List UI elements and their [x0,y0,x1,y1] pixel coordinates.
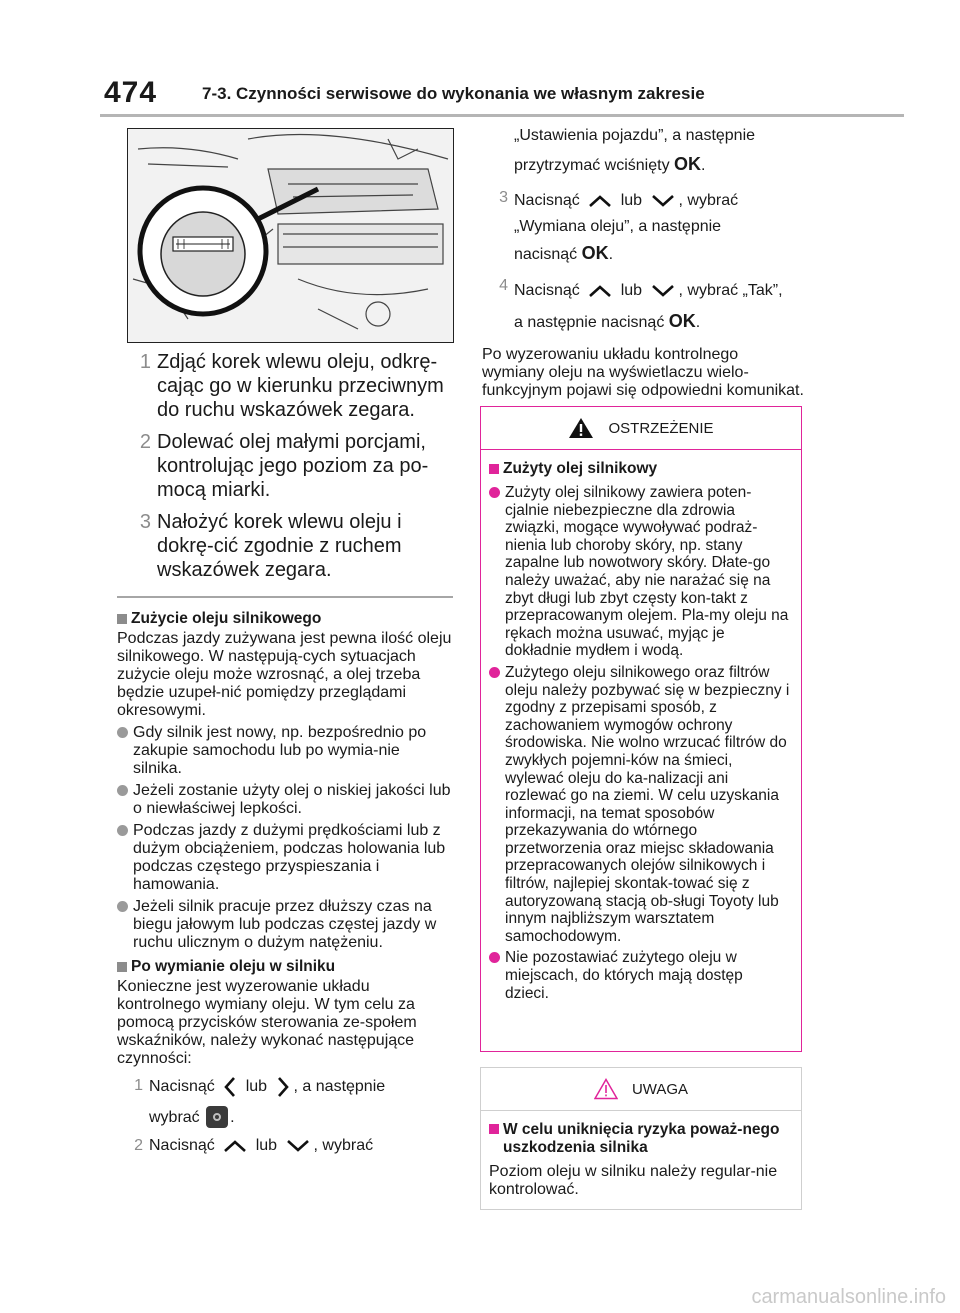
list-item: Jeżeli zostanie użyty olej o niskiej jakości lub o niewłaściwej lepkości. [117,782,453,818]
step-text: Nałożyć korek wlewu oleju i dokrę-cić zgodnie z ruchem wskazówek zegara. [157,511,402,581]
circle-bullet-icon [117,825,128,836]
reset-step-4: 4 Nacisnąć lub , wybrać „Tak”, a następnie nacisnąć OK. [482,276,804,338]
consumption-paragraph: Podczas jazdy zużywana jest pewna ilość oleju silnikowego. W następują-cych sytuacjach zużycie oleju może wzrosnąć, a olej trzeba będzie uzupeł-nić pomiędzy przeglądami okresowymi. [117,629,452,719]
page-header [0,0,960,112]
page-number: 474 [104,76,158,109]
square-bullet-icon [489,464,499,474]
caution-triangle-icon [594,1078,618,1100]
chevron-up-icon [588,284,612,298]
watermark: carmanualsonline.info [751,1286,946,1308]
consumption-heading: Zużycie oleju silnikowego [117,610,453,628]
left-column [117,350,453,1164]
warning-box [480,406,802,1052]
square-bullet-icon [117,614,127,624]
chevron-up-icon [223,1139,247,1153]
step-2 [117,430,453,502]
list-item: Jeżeli silnik pracuje przez dłuższy czas na biegu jałowym lub podczas częstej jazdy w ruchu ulicznym o dużym natężeniu. [117,898,453,952]
reset-step-3: 3 Nacisnąć lub , wybrać „Wymiana oleju”, a następnie nacisnąć OK. [482,188,804,268]
circle-bullet-icon [489,487,500,498]
list-item: Gdy silnik jest nowy, np. bezpośrednio po zakupie samochodu lub po wymia-nie silnika. [117,724,453,778]
step-number: 4 [499,277,508,294]
warning-header [481,407,801,450]
section-title: 7-3. Czynności serwisowe do wykonania we własnym zakresie [202,84,705,103]
ok-button-glyph: OK [674,154,702,174]
reset-paragraph: Konieczne jest wyzerowanie układu kontrolnego wymiany oleju. W tym celu za pomocą przycisków sterowania ze-społem wskaźników, należy wykonać następujące czynności: [117,977,417,1067]
step-text: Dolewać olej małymi porcjami, kontrolując jego poziom za po-mocą miarki. [157,431,429,501]
circle-bullet-icon [117,785,128,796]
notice-text: Poziom oleju w silniku należy regular-nie kontrolować. [489,1163,778,1198]
circle-bullet-icon [489,667,500,678]
warning-heading: Zużyty olej silnikowy [489,460,791,478]
engine-illustration [127,128,454,343]
chevron-left-icon [223,1076,237,1098]
step-text: Zdjąć korek wlewu oleju, odkrę-cając go w kierunku przeciwnym do ruchu wskazówek zegara. [157,351,444,421]
circle-bullet-icon [489,952,500,963]
chevron-down-icon [286,1139,310,1153]
square-bullet-icon [117,962,127,972]
list-item: Zużytego oleju silnikowego oraz filtrów oleju należy pozbywać się w bezpieczny i zgodny z przepisami sposób, z zachowaniem wymogów ochrony środowiska. Nie wolno wrzucać filtrów do zwykłych pojemni-ków na śmieci, wylewać oleju do ka-nalizacji ani rozlewać go na ziemi. W celu uzyskania informacji, na temat sposobów przekazywania do wtórnego przetworzenia oraz miejsc składowania przepracowanych olejów silnikowych i filtrów, najlepiej skontak-tować się z autoryzowaną stacją ob-sługi Toyoty lub innym najbliższym warsztatem samochodowym. [489,664,791,946]
reset-heading: Po wymianie oleju w silniku [117,958,453,976]
step-number: 3 [139,511,151,533]
step-number: 2 [134,1137,143,1155]
reset-step-2: 2 Nacisnąć lub , wybrać [117,1136,453,1156]
list-item: Zużyty olej silnikowy zawiera poten-cjalnie niebezpieczne dla zdrowia związki, mogące wywoływać podraż-nienia lub choroby skóry, np. stany zapalne lub nowotwory skóry. Dłate-go należy uważać, aby nie narażać się na zbyt długi lub zbyt częsty kon-takt z przepracowanym olejem. Pla-my oleju na rękach można usuwać, myjąc je dokładnie mydłem i wodą. [489,484,791,660]
step-3 [117,510,453,582]
chevron-up-icon [588,194,612,208]
circle-bullet-icon [117,727,128,738]
notice-heading: W celu uniknięcia ryzyka poważ-nego uszkodzenia silnika [489,1121,791,1157]
list-item: Nie pozostawiać zużytego oleju w miejscach, do których mają dostęp dzieci. [489,949,791,1002]
chevron-right-icon [276,1076,290,1098]
reset-step-1: 1 Nacisnąć lub , a następnie wybrać . [117,1076,453,1129]
step-number: 2 [139,431,151,453]
step-number: 1 [139,351,151,373]
settings-gear-icon [206,1106,228,1128]
warning-triangle-icon [568,417,594,439]
list-item: Podczas jazdy z dużymi prędkościami lub z dużym obciążeniem, podczas holowania lub podczas częstego przyspieszania i hamowania. [117,822,453,894]
right-column [482,122,804,404]
ok-button-glyph: OK [668,311,696,331]
after-reset-paragraph: Po wyzerowaniu układu kontrolnego wymiany oleju na wyświetlaczu wielo-funkcyjnym pojawi się odpowiedni komunikat. [482,346,804,399]
notice-title: UWAGA [631,1080,689,1098]
notice-header [481,1068,801,1111]
chevron-down-icon [651,284,675,298]
section-divider [117,596,453,598]
step-number: 1 [134,1076,143,1094]
engine-drawing [128,129,453,342]
step-1 [117,350,453,422]
warning-title: OSTRZEŻENIE [608,419,714,437]
step-number: 3 [499,189,508,206]
ok-button-glyph: OK [581,243,609,263]
circle-bullet-icon [117,901,128,912]
step-2-continued: „Ustawienia pojazdu”, a następnie przytrzymać wciśnięty OK. [514,127,756,174]
square-bullet-icon [489,1124,499,1134]
header-rule [100,114,904,117]
notice-box [480,1067,802,1210]
chevron-down-icon [651,194,675,208]
